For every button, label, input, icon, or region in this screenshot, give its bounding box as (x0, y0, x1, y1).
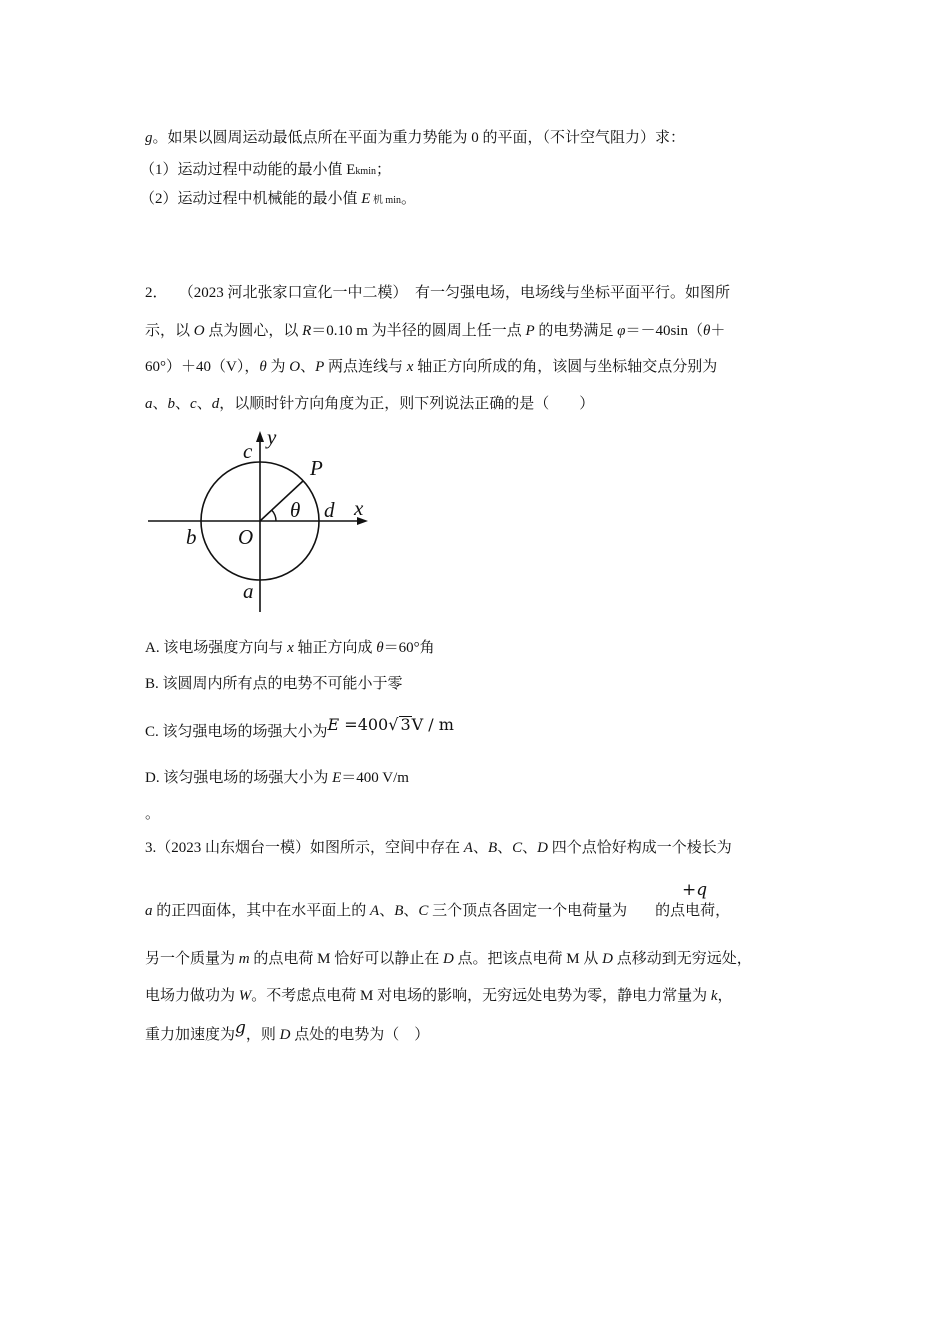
q2-dot (145, 804, 160, 824)
label-P: P (310, 456, 323, 480)
q3-t: 的正四面体，其中在水平面上的 (152, 903, 371, 919)
q2-P: P (315, 359, 325, 375)
q2-t: ，以顺时针方向角度为正，则下列说法正确的是（ ） (219, 396, 595, 412)
q3-charge-symbol: +q (682, 880, 708, 900)
opt-a-theta: θ (376, 640, 384, 656)
q3-t: 的点电荷， (655, 903, 731, 919)
q2-t: ＝－40sin（ (625, 323, 703, 339)
q3-a: a (145, 903, 153, 919)
q2-text-1: 有一匀强电场，电场线与坐标平面平行。如图所 (415, 285, 731, 301)
q1-part2-E: E (361, 191, 371, 207)
q3-A: A (370, 903, 380, 919)
q3-m: m (238, 951, 250, 967)
q3-t: 四个点恰好构成一个棱长为 (548, 840, 732, 856)
opt-a-t: 轴正方向成 (293, 640, 377, 656)
q2-t: ＋ (710, 323, 726, 339)
q3-W: W (238, 988, 252, 1004)
y-axis-arrow (256, 431, 264, 442)
q3-line-3 (145, 949, 752, 969)
opt-a-t: A. 该电场强度方向与 (145, 640, 288, 656)
q3-t: 、 (522, 840, 538, 856)
label-d: d (324, 498, 335, 522)
q2-t: 、 (300, 359, 316, 375)
opt-d-t: ＝400 V/m (341, 770, 409, 786)
q2-O: O (193, 323, 205, 339)
q3-t: 、 (497, 840, 513, 856)
circle-diagram (140, 420, 380, 615)
q3-B: B (487, 840, 498, 856)
q3-D: D (442, 951, 454, 967)
q1-part1-end: ； (375, 162, 391, 178)
q3-D: D (279, 1027, 291, 1043)
q2-t: 、 (152, 396, 168, 412)
q2-a: a (145, 396, 153, 412)
opt-b-text: B. 该圆周内所有点的电势不可能小于零 (145, 676, 403, 692)
q2-theta: θ (259, 359, 267, 375)
q2-t: 、 (196, 396, 212, 412)
label-x: x (354, 496, 364, 520)
q2-c: c (190, 396, 197, 412)
q2-option-a (145, 638, 435, 658)
q2-option-c (145, 715, 454, 740)
q3-t: 。不考虑点电荷 M 对电场的影响，无穷远处电势为零，静电力常量为 (251, 988, 711, 1004)
q2-t: ＝0.10 m 为半径的圆周上任一点 (311, 323, 526, 339)
opt-d-E: E (332, 770, 342, 786)
q3-t: 点。把该点电荷 M 从 (453, 951, 603, 967)
q1-part2-end: 。 (401, 191, 417, 207)
q3-t: 、 (472, 840, 488, 856)
q3-D: D (602, 951, 613, 967)
label-O: O (238, 525, 254, 549)
q3-t: 重力加速度为 (145, 1027, 236, 1043)
q3-t: 、 (379, 903, 395, 919)
q1-part2-text: （2）运动过程中机械能的最小值 (140, 191, 362, 207)
q3-t: 的点电荷 M 恰好可以静止在 (249, 951, 443, 967)
q2-option-d (145, 768, 409, 788)
q3-B: B (394, 903, 404, 919)
q2-t: 为 (266, 359, 290, 375)
q1-part2 (140, 189, 416, 211)
q1-text: 。如果以圆周运动最低点所在平面为重力势能为 0 的平面，（不计空气阻力）求： (152, 130, 686, 146)
q3-D: D (537, 840, 549, 856)
q3-t: ， (717, 988, 733, 1004)
q3-C: C (418, 903, 429, 919)
opt-a-x: x (287, 640, 294, 656)
q3-t: 三个顶点各固定一个电荷量为 (428, 903, 628, 919)
q1-part1-sub: kmin (355, 166, 376, 177)
q2-P: P (525, 323, 535, 339)
opt-c-text: C. 该匀强电场的场强大小为 (145, 724, 328, 740)
q2-t: 点为圆心，以 (204, 323, 303, 339)
q2-O: O (289, 359, 301, 375)
label-y: y (267, 425, 277, 449)
q3-g: g (235, 1018, 246, 1038)
opt-d-t: D. 该匀强电场的场强大小为 (145, 770, 333, 786)
q3-t: 另一个质量为 (145, 951, 239, 967)
q2-t: 的电势满足 (534, 323, 618, 339)
q1-part2-sub: 机 min (370, 195, 401, 206)
q3-C: C (512, 840, 523, 856)
q3-t: 点移动到无穷远处， (612, 951, 752, 967)
opt-a-t: ＝60°角 (383, 640, 435, 656)
q1-line (145, 128, 685, 148)
q2-x: x (406, 359, 414, 375)
opt-c-radicand: 3 (400, 715, 411, 734)
q1-part1-text: （1）运动过程中动能的最小值 E (140, 162, 356, 178)
q3-line-2 (145, 901, 730, 921)
q2-source: （2023 河北张家口宣化一中二模） (178, 285, 408, 301)
opt-c-E: E (327, 715, 340, 734)
q2-t: 60°）＋40（V）， (145, 359, 260, 375)
angle-arc (272, 510, 276, 521)
q3-t: 点处的电势为（ ） (290, 1027, 430, 1043)
q2-phi: φ (617, 323, 626, 339)
q1-g-symbol: g (145, 130, 153, 146)
q2-line-4 (145, 394, 594, 414)
q2-t: 、 (175, 396, 191, 412)
q2-t: 轴正方向所成的角，该圆与坐标轴交点分别为 (413, 359, 718, 375)
label-theta: θ (290, 498, 301, 522)
q3-line-5 (145, 1018, 430, 1045)
label-a: a (243, 579, 254, 603)
q2-t: 两点连线与 (324, 359, 407, 375)
q3-t: ，则 (245, 1027, 280, 1043)
opt-c-eq: =400 (339, 715, 389, 734)
q3-line-1 (145, 838, 732, 858)
q2-line-1 (145, 283, 730, 303)
q3-line-4 (145, 986, 733, 1006)
q2-d: d (211, 396, 220, 412)
q2-line-2 (145, 321, 725, 341)
q1-part1 (140, 160, 391, 182)
label-b: b (186, 525, 197, 549)
q3-t: 、 (403, 903, 419, 919)
q2-b: b (167, 396, 176, 412)
q3-k: k (710, 988, 718, 1004)
dot-text: 。 (145, 806, 161, 822)
opt-c-unit: V / m (411, 715, 454, 734)
q2-theta: θ (702, 323, 711, 339)
q3-A: A (463, 840, 473, 856)
opt-c-formula: E =400√ 3V / m (327, 715, 454, 734)
q2-number: 2． (145, 285, 168, 301)
q2-R: R (302, 323, 312, 339)
q3-t: 电场力做功为 (145, 988, 239, 1004)
q2-t: 示，以 (145, 323, 194, 339)
label-c: c (243, 439, 253, 463)
q2-line-3 (145, 357, 717, 377)
q2-option-b (145, 674, 403, 694)
q3-t: 3.（2023 山东烟台一模）如图所示，空间中存在 (145, 840, 464, 856)
